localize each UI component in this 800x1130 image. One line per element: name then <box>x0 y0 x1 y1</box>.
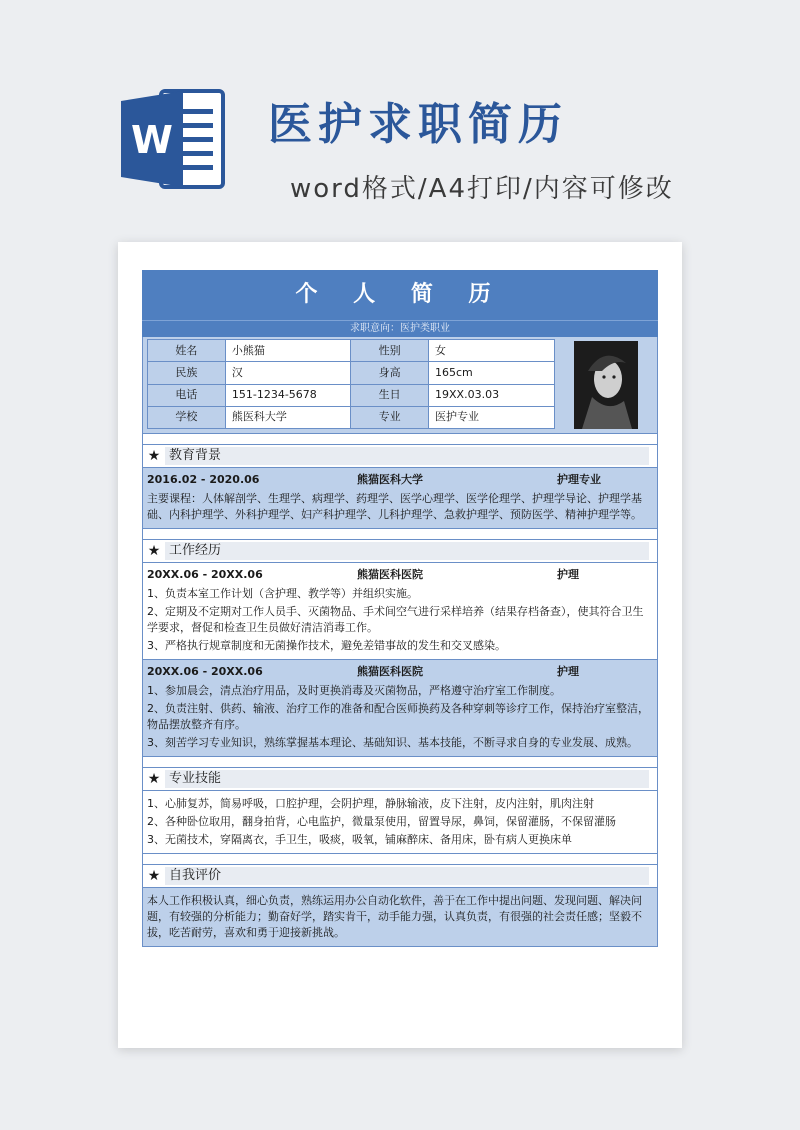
job-duty: 1、参加晨会，清点治疗用品，及时更换消毒及灭菌物品，严格遵守治疗室工作制度。 <box>147 684 561 697</box>
word-document-icon <box>117 83 229 195</box>
info-row <box>148 340 555 362</box>
info-value: 151-1234-5678 <box>225 384 350 406</box>
resume <box>142 270 658 947</box>
job-role: 护理 <box>557 665 579 678</box>
skill-line: 3、无菌技术，穿隔离衣，手卫生，吸痰，吸氧，铺麻醉床、备用床，卧有病人更换床单 <box>147 833 572 846</box>
section-title: 自我评价 <box>165 867 649 885</box>
section-header-skills <box>142 767 658 791</box>
job-row-head <box>147 566 653 584</box>
job-period: 20XX.06 - 20XX.06 <box>147 665 263 678</box>
edu-school: 熊猫医科大学 <box>357 473 423 486</box>
star-icon: ★ <box>147 868 161 884</box>
info-row <box>148 384 555 406</box>
info-value: 熊医科大学 <box>225 406 350 428</box>
job-role: 护理 <box>557 568 579 581</box>
skills-body <box>142 791 658 854</box>
info-label: 民族 <box>148 362 226 384</box>
job-org: 熊猫医科医院 <box>357 665 423 678</box>
spacer <box>142 854 658 864</box>
edu-period: 2016.02 - 2020.06 <box>147 473 260 486</box>
info-row <box>148 362 555 384</box>
info-label: 性别 <box>351 340 429 362</box>
info-value: 165cm <box>429 362 555 384</box>
education-body <box>142 468 658 529</box>
skill-line: 2、各种卧位取用，翻身拍背，心电监护，微量泵使用，留置导尿，鼻饲，保留灌肠，不保留灌肠 <box>147 815 616 828</box>
info-value: 女 <box>429 340 555 362</box>
info-label: 电话 <box>148 384 226 406</box>
self-text: 本人工作积极认真，细心负责，熟练运用办公自动化软件，善于在工作中提出问题、发现问题、解决问题，有较强的分析能力；勤奋好学，踏实肯干，动手能力强，认真负责，有很强的社会责任感；坚毅不拔，吃苦耐劳，喜欢和勇于迎接新挑战。 <box>147 894 642 939</box>
info-label: 专业 <box>351 406 429 428</box>
section-header-work <box>142 539 658 563</box>
work-job-1 <box>142 563 658 660</box>
info-value: 19XX.03.03 <box>429 384 555 406</box>
edu-major: 护理专业 <box>557 473 601 486</box>
info-value: 小熊猫 <box>225 340 350 362</box>
self-body <box>142 888 658 947</box>
job-duty: 3、刻苦学习专业知识，熟练掌握基本理论、基础知识、基本技能，不断寻求自身的专业发展、成熟。 <box>147 736 638 749</box>
spacer <box>142 757 658 767</box>
section-header-self <box>142 864 658 888</box>
job-period: 20XX.06 - 20XX.06 <box>147 568 263 581</box>
job-row-head <box>147 663 653 681</box>
section-title: 工作经历 <box>165 542 649 560</box>
skill-line: 1、心肺复苏，简易呼吸，口腔护理，会阴护理，静脉输液，皮下注射，皮内注射，肌肉注射 <box>147 797 594 810</box>
work-job-2 <box>142 660 658 757</box>
photo-cell <box>555 337 657 433</box>
promo-title: 医护求职简历 <box>268 99 568 150</box>
star-icon: ★ <box>147 448 161 464</box>
info-label: 身高 <box>351 362 429 384</box>
info-label: 学校 <box>148 406 226 428</box>
job-duty: 2、负责注射、供药、输液、治疗工作的准备和配合医师换药及各种穿刺等诊疗工作，保持治疗室整洁，物品摆放整齐有序。 <box>147 702 649 731</box>
portrait-photo <box>574 341 638 429</box>
resume-title: 个 人 简 历 <box>142 270 658 320</box>
spacer <box>142 529 658 539</box>
section-title: 教育背景 <box>165 447 649 465</box>
basic-info-table <box>147 339 555 429</box>
promo-subtitle: word格式/A4打印/内容可修改 <box>290 174 674 204</box>
job-intent: 求职意向：医护类职业 <box>142 320 658 337</box>
job-duty: 1、负责本室工作计划（含护理、教学等）并组织实施。 <box>147 587 418 600</box>
spacer <box>142 434 658 444</box>
app-icon-letter: W <box>131 118 173 162</box>
info-value: 汉 <box>225 362 350 384</box>
edu-courses: 主要课程：人体解剖学、生理学、病理学、药理学、医学心理学、医学伦理学、护理学导论、护理学基础、内科护理学、外科护理学、妇产科护理学、儿科护理学、急救护理学、预防医学、精神护理学等。 <box>147 492 642 521</box>
info-value: 医护专业 <box>429 406 555 428</box>
section-header-education <box>142 444 658 468</box>
job-org: 熊猫医科医院 <box>357 568 423 581</box>
job-duty: 3、严格执行规章制度和无菌操作技术，避免差错事故的发生和交叉感染。 <box>147 639 506 652</box>
star-icon: ★ <box>147 771 161 787</box>
info-label: 姓名 <box>148 340 226 362</box>
info-row <box>148 406 555 428</box>
star-icon: ★ <box>147 543 161 559</box>
info-label: 生日 <box>351 384 429 406</box>
job-duty: 2、定期及不定期对工作人员手、灭菌物品、手术间空气进行采样培养（结果存档备查），使其符合卫生学要求，督促和检查卫生员做好清洁消毒工作。 <box>147 605 644 634</box>
education-row-head <box>147 471 653 489</box>
basic-info <box>142 337 658 434</box>
section-title: 专业技能 <box>165 770 649 788</box>
